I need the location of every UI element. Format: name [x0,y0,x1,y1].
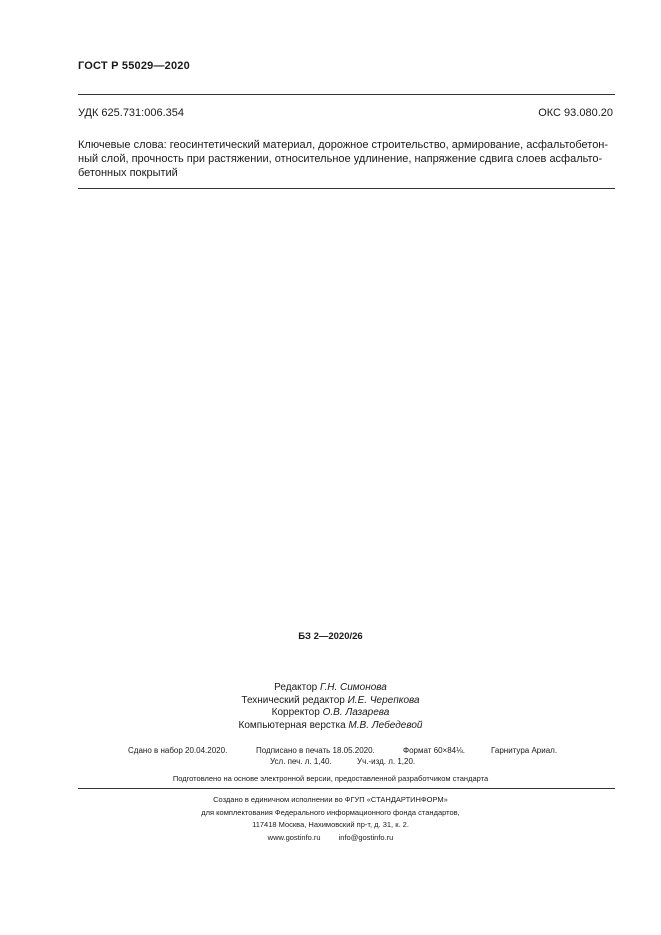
credits-block [0,682,661,732]
keywords-line: Ключевые слова: геосинтетический материал, дорожное строительство, армирование, асфальтобетон- [78,139,609,151]
created-contacts [0,832,661,845]
credit-role: Компьютерная верстка [238,719,346,731]
keywords-line: бетонных покрытий [78,167,178,179]
pub-signed-to-print: Подписано в печать 18.05.2020. [256,746,375,755]
created-line: 117418 Москва, Нахимовский пр-т, д. 31, к. 2. [252,820,409,829]
prepared-note: Подготовлено на основе электронной версии, предоставленной разработчиком стандарта [172,774,489,783]
keywords-block [78,138,615,180]
credit-proofreader [0,707,661,720]
pub-publisher-sheets: Уч.-изд. л. 1,20. [357,757,416,766]
credit-name: М.В. Лебедевой [348,719,423,731]
pub-print-sheets: Усл. печ. л. 1,40. [270,757,332,766]
oks-code: ОКС 93.080.20 [538,107,613,119]
email-link[interactable]: info@gostinfo.ru [338,832,394,842]
created-line: для комплектования Федерального информационного фонда стандартов, [201,807,460,817]
keywords-line: ный слой, прочность при растяжении, относительное удлинение, напряжение сдвига слоев асфальто- [78,153,603,165]
udk-code: УДК 625.731:006.354 [78,107,184,119]
credit-role: Редактор [274,682,318,693]
credit-role: Корректор [271,707,320,718]
bottom-divider [78,788,615,789]
created-line: Создано в единичном исполнении во ФГУП «СТАНДАРТИНФОРМ» [213,795,448,804]
credit-tech-editor [0,695,661,708]
keywords-divider [78,188,615,189]
top-divider [78,94,615,95]
credit-role: Технический редактор [241,694,345,706]
standard-code: ГОСТ Р 55029—2020 [78,60,190,72]
pub-sent-to-set: Сдано в набор 20.04.2020. [128,746,228,755]
credit-name: Г.Н. Симонова [320,682,387,693]
created-info [0,794,661,844]
website-link[interactable]: www.gostinfo.ru [267,832,321,842]
credit-layout [0,720,661,733]
credit-name: И.Е. Черепкова [347,694,420,706]
pub-typeface: Гарнитура Ариал. [491,746,558,755]
credit-name: О.В. Лазарева [322,707,390,718]
pub-format: Формат 60×84⅛. [403,746,466,755]
bz-code: БЗ 2—2020/26 [298,631,363,642]
credit-editor [0,682,661,695]
